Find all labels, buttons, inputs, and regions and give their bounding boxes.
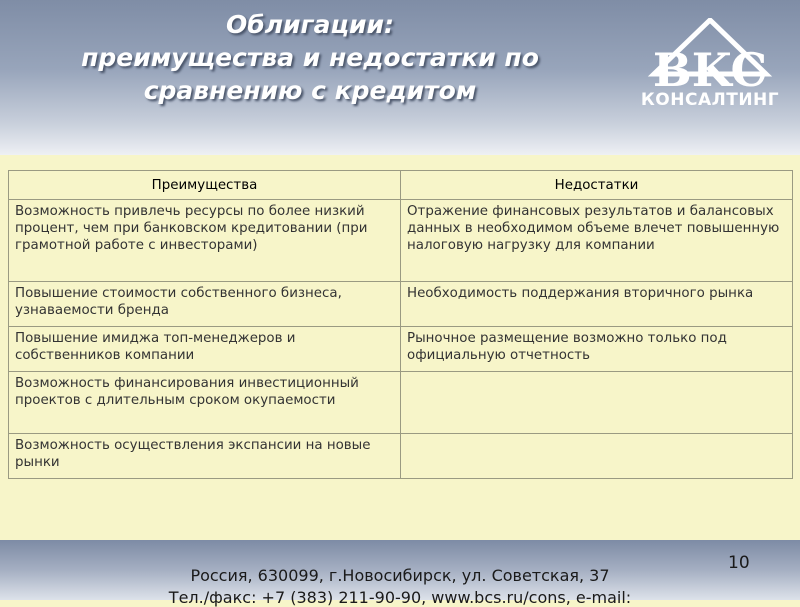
disadvantage-cell xyxy=(401,434,793,479)
table-row xyxy=(9,282,793,327)
advantage-cell: Повышение стоимости собственного бизнеса, узнаваемости бренда xyxy=(9,282,401,327)
disadvantage-cell: Необходимость поддержания вторичного рынка xyxy=(401,282,793,327)
footer-address: Россия, 630099, г.Новосибирск, ул. Советская, 37 xyxy=(190,566,610,585)
bcs-logo xyxy=(640,18,780,113)
bcs-logo-icon xyxy=(640,18,780,93)
comparison-table xyxy=(8,170,793,479)
footer-contacts: Тел./факс: +7 (383) 211-90-90, www.bcs.ru/cons, e-mail: xyxy=(168,588,632,607)
table-row xyxy=(9,327,793,372)
advantage-cell: Возможность привлечь ресурсы по более низкий процент, чем при банковском кредитовании (при грамотной работе с инвесторами) xyxy=(9,200,401,282)
logo-letters: BKC xyxy=(652,43,768,93)
disadvantage-cell xyxy=(401,372,793,434)
table-row xyxy=(9,434,793,479)
slide-title xyxy=(30,8,590,107)
disadvantage-cell: Рыночное размещение возможно только под официальную отчетность xyxy=(401,327,793,372)
advantage-cell: Возможность осуществления экспансии на новые рынки xyxy=(9,434,401,479)
disadvantage-cell: Отражение финансовых результатов и балансовых данных в необходимом объеме влечет повышенную налоговую нагрузку для компании xyxy=(401,200,793,282)
logo-subtitle: КОНСАЛТИНГ xyxy=(640,90,780,110)
advantage-cell: Возможность финансирования инвестиционный проектов с длительным сроком окупаемости xyxy=(9,372,401,434)
table-header-row xyxy=(9,171,793,200)
header-advantages: Преимущества xyxy=(9,171,401,200)
advantage-cell: Повышение имиджа топ-менеджеров и собственников компании xyxy=(9,327,401,372)
title-line-2: преимущества и недостатки по xyxy=(81,43,539,72)
title-line-3: сравнению с кредитом xyxy=(143,76,477,105)
page-number: 10 xyxy=(728,553,750,573)
table-row xyxy=(9,372,793,434)
table-row xyxy=(9,200,793,282)
title-line-1: Облигации: xyxy=(225,10,395,39)
header-disadvantages: Недостатки xyxy=(401,171,793,200)
